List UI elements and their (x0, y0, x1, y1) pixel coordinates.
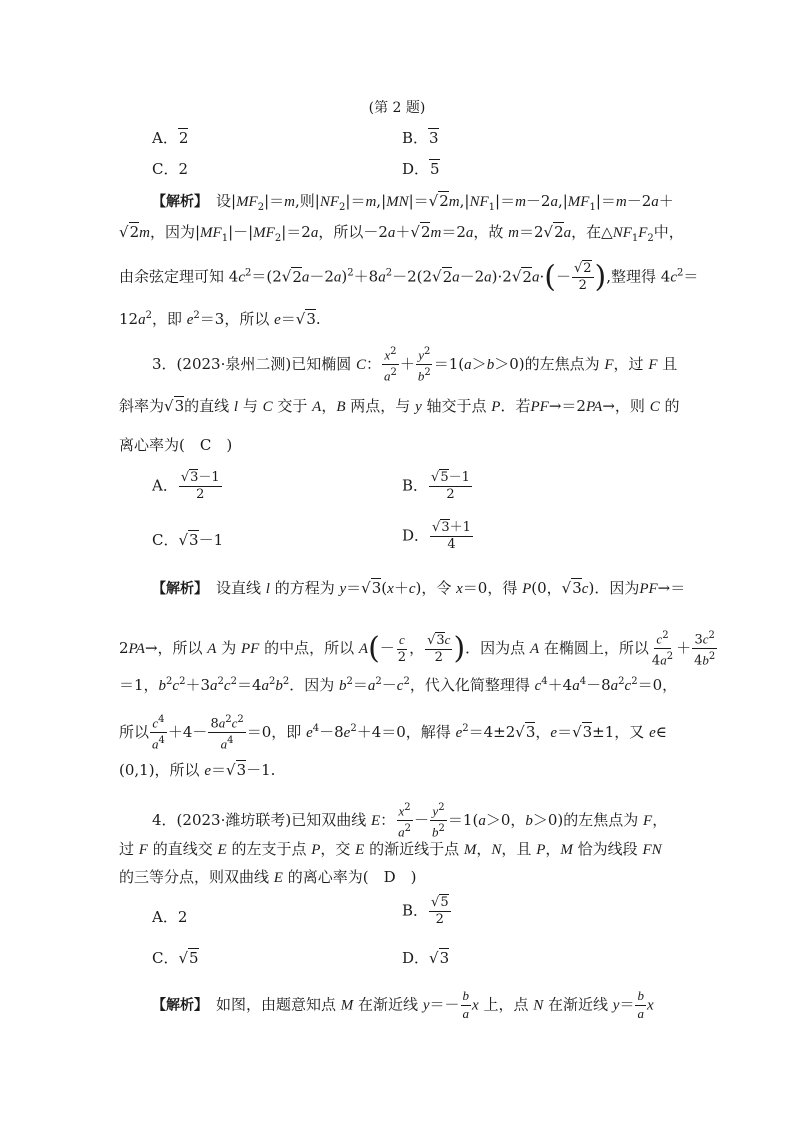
q4-option-b: B． $\frac{√5}{2}$ (402, 895, 449, 927)
analysis-tag: 【解析】 (152, 194, 201, 210)
q4-analysis-line-1: 【解析】 如图，由题意知点 M 在渐近线 y＝－ $\frac{b}{a}$ x 上，点 N 在渐近线 y＝ $\frac{b}{a}$ x (152, 988, 654, 1021)
q2-option-b: B．3 (402, 129, 439, 147)
q2-option-d: D．5 (402, 160, 440, 178)
analysis-tag: 【解析】 (152, 997, 201, 1014)
figure-caption: (第 2 题) (368, 100, 426, 116)
q3-analysis-line-4: 所以 $\frac{c^4}{a^4}$ ＋4－ $\frac{8a^2c^2}{a^4}$ ＝0，即 $e^4-8e^2+4=0$，解得 $e^2=4\pm 2√3$，e＝√3±1，又 e∈ (119, 714, 667, 752)
q2-analysis-line-2: √2m，因为$|MF_1|-|MF_2|=2a$，所以－2a＋√2m＝2a，故 m＝2√2a，在$\triangle NF_1F_2$中， (119, 223, 684, 244)
q4-stem-line-2: 过 F 的直线交 E 的左支于点 P，交 E 的渐近线于点 M，N，且 P，M 恰为线段 FN (119, 840, 662, 858)
q2-analysis-line-4: $12a^2$，即 $e^2=3$，所以 e＝√3. (119, 310, 321, 328)
q3-analysis-line-5: (0,1)，所以 e＝√3－1. (119, 761, 276, 779)
q4-stem-line-3: 的三等分点，则双曲线 E 的离心率为( D ) (119, 868, 417, 886)
q3-option-d: D． $\frac{√3+1}{4}$ (402, 520, 471, 552)
q3-stem-line-1: 3．(2023·泉州二测)已知椭圆 C： $\frac{x^2}{a^2}$ ＋ $\frac{y^2}{b^2}$ ＝1(a＞b＞0)的左焦点为 F，过 F 且 (152, 346, 678, 384)
q3-option-a: A． $\frac{√3-1}{2}$ (152, 470, 220, 502)
analysis-tag: 【解析】 (152, 581, 201, 597)
q3-analysis-line-1: 【解析】 设直线 l 的方程为 y＝√3(x＋c)，令 x＝0，得 P(0，√3c)．因为PF→＝ (152, 579, 686, 597)
q4-option-d: D．√3 (402, 949, 450, 967)
q3-option-c: C．√3－1 (152, 531, 224, 549)
q3-analysis-line-3: ＝1，$b^2c^2+3a^2c^2=4a^2b^2$．因为 $b^2=a^2-c^2$，代入化简整理得 $c^4+4a^4-8a^2c^2=0$， (119, 676, 678, 694)
q3-stem-line-3: 离心率为( C ) (119, 436, 233, 454)
q3-stem-line-2: 斜率为√3的直线 l 与 C 交于 A，B 两点，与 y 轴交于点 P．若PF→＝2PA→，则 C 的 (119, 397, 680, 415)
q4-option-a: A．2 (152, 908, 188, 926)
q2-option-a: A．2 (152, 129, 189, 147)
q4-option-c: C．√5 (152, 949, 199, 967)
q2-analysis-line-3: 由余弦定理可知 $4c^2=(2√2a-2a)^2+8a^2-2(2√2a-2a)\cdot 2√2a\cdot(-$ $\frac{√2}{2}$ ),整理得 $4c^2=$ (119, 259, 699, 295)
q3-analysis-line-2: 2PA→，所以 A 为 PF 的中点，所以 A(－ $\frac{c}{2}$ ， $\frac{√3c}{2}$ )．因为点 A 在椭圆上，所以 $\frac{c^2}{4a^2}$ ＋ $\frac{3c^2}{4b^2}$ (119, 630, 716, 669)
q4-stem-line-1: 4．(2023·潍坊联考)已知双曲线 E： $\frac{x^2}{a^2}$ － $\frac{y^2}{b^2}$ ＝1(a＞0，b＞0)的左焦点为 F， (152, 802, 668, 840)
q2-analysis-line-1: 【解析】 设$|MF_2|=m$,则$|NF_2|=m,|MN|=√2m,|NF_1|=m-2a,|MF_1|=m-2a+$ (152, 192, 674, 213)
q2-option-c: C．2 (152, 160, 189, 178)
q3-option-b: B． $\frac{√5-1}{2}$ (402, 470, 470, 502)
